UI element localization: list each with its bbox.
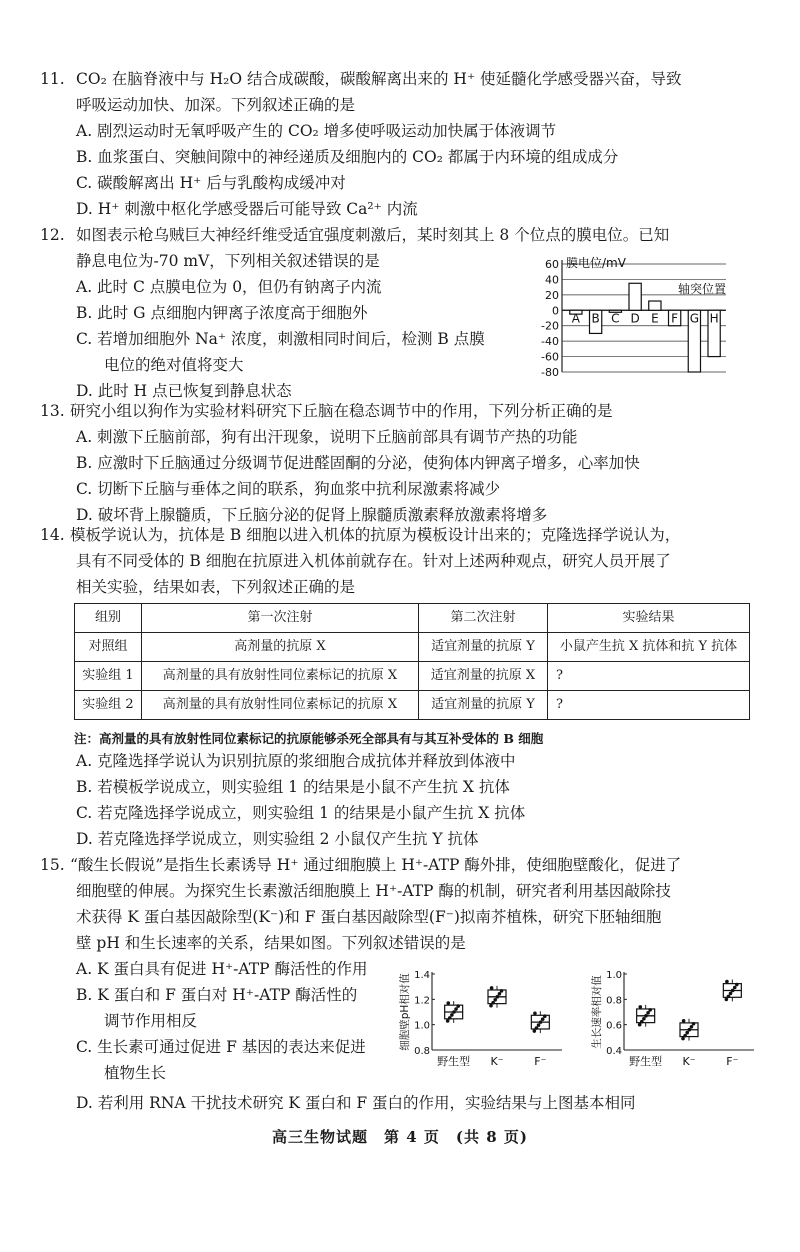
- q11-number: 11.: [40, 70, 65, 88]
- q14-option-b: B. 若模板学说成立，则实验组 1 的结果是小鼠不产生抗 X 抗体: [76, 778, 510, 796]
- data-point: [533, 1029, 537, 1033]
- data-point: [446, 1001, 450, 1005]
- table-cell: ?: [548, 662, 750, 691]
- table-cell: ?: [548, 691, 750, 720]
- membrane-potential-chart: [520, 254, 742, 384]
- table-header: 实验结果: [548, 604, 750, 633]
- data-point: [690, 1025, 694, 1029]
- category-label-C: C: [611, 311, 620, 326]
- q15-option-c-line2: 植物生长: [104, 1064, 167, 1082]
- q12-number: 12.: [40, 226, 65, 244]
- tick-label: 20: [545, 288, 559, 302]
- data-point: [541, 1017, 545, 1021]
- tick-label: -40: [541, 335, 559, 349]
- table-cell: 高剂量的抗原 X: [142, 633, 419, 662]
- category-label-A: A: [571, 311, 580, 326]
- q11-option-a: A. 剧烈运动时无氧呼吸产生的 CO₂ 增多使呼吸运动加快属于体液调节: [76, 122, 557, 140]
- data-point: [448, 1016, 452, 1020]
- category-label-B: B: [591, 311, 600, 326]
- data-point: [683, 1034, 687, 1038]
- y-axis-title: 生长速率相对值: [591, 975, 603, 1049]
- q12-stem-line1: 12. 如图表示枪乌贼巨大神经纤维受适宜强度刺激后，某时刻其上 8 个位点的膜电位。已知: [40, 222, 780, 248]
- data-point: [533, 1011, 537, 1015]
- table-cell: 高剂量的具有放射性同位素标记的抗原 X: [142, 691, 419, 720]
- table-cell: 对照组: [75, 633, 142, 662]
- q12-option-b: B. 此时 G 点细胞内钾离子浓度高于细胞外: [76, 304, 368, 322]
- bar-E: [649, 301, 661, 310]
- q14-option-c: C. 若克隆选择学说成立，则实验组 1 的结果是小鼠产生抗 X 抗体: [76, 804, 526, 822]
- q15-option-a: A. K 蛋白具有促进 H⁺-ATP 酶活性的作用: [76, 960, 368, 978]
- data-point: [543, 1014, 547, 1018]
- q12-option-d: D. 此时 H 点已恢复到静息状态: [76, 382, 292, 400]
- category-label-F: F: [671, 311, 679, 326]
- data-point: [725, 980, 729, 984]
- data-point: [646, 1011, 650, 1015]
- q13-option-d: D. 破坏背上腺髓质，下丘脑分泌的促肾上腺髓质激素释放激素将增多: [76, 506, 548, 524]
- data-point: [729, 992, 733, 996]
- q13-option-a: A. 刺激下丘脑前部，狗有出汗现象，说明下丘脑前部具有调节产热的功能: [76, 428, 578, 446]
- y-axis-title: 膜电位/mV: [566, 256, 626, 270]
- category-label: 野生型: [629, 1055, 663, 1068]
- data-point: [456, 1004, 460, 1008]
- data-point: [450, 1013, 454, 1017]
- data-point: [489, 1004, 493, 1008]
- cell-wall-ph-chart: [398, 966, 568, 1078]
- data-point: [688, 1028, 692, 1032]
- q15-stem-line1: 15. “酸生长假说”是指生长素诱导 H⁺ 通过细胞膜上 H⁺-ATP 酶外排，使细胞壁酸化，促进了: [40, 852, 780, 878]
- category-label: K⁻: [682, 1055, 696, 1068]
- question-11: [40, 66, 780, 222]
- x-axis-title: 轴突位置: [677, 281, 726, 296]
- table-header: 第二次注射: [419, 604, 548, 633]
- data-point: [537, 1023, 541, 1027]
- tick-label: 0.8: [606, 995, 622, 1007]
- data-point: [446, 1019, 450, 1023]
- q11-option-c: C. 碳酸解离出 H⁺ 后与乳酸构成缓冲对: [76, 174, 346, 192]
- page-footer: 高三生物试题 第 4 页 (共 8 页): [272, 1128, 528, 1146]
- q14-stem-line3: 相关实验，结果如表，下列叙述正确的是: [76, 578, 356, 596]
- data-point: [682, 1019, 686, 1023]
- table-header-row: [75, 604, 750, 633]
- data-point: [648, 1008, 652, 1012]
- q15-stem-line4: 壁 pH 和生长速率的关系，结果如图。下列叙述错误的是: [76, 934, 466, 952]
- q13-stem: 13. 研究小组以狗作为实验材料研究下丘脑在稳态调节中的作用，下列分析正确的是: [40, 398, 780, 424]
- tick-label: 1.0: [606, 970, 622, 981]
- data-point: [733, 986, 737, 990]
- table-header: 组别: [75, 604, 142, 633]
- q11-option-d: D. H⁺ 刺激中枢化学感受器后可能导致 Ca²⁺ 内流: [76, 200, 418, 218]
- tick-label: 1.0: [414, 1020, 430, 1032]
- tick-label: 1.2: [414, 995, 430, 1007]
- data-point: [735, 983, 739, 987]
- table-header: 第一次注射: [142, 604, 419, 633]
- table-cell: 高剂量的具有放射性同位素标记的抗原 X: [142, 662, 419, 691]
- category-label-D: D: [630, 311, 640, 326]
- data-point: [539, 1020, 543, 1024]
- question-14: [40, 522, 780, 600]
- data-point: [727, 995, 731, 999]
- q15-option-b-line1: B. K 蛋白和 F 蛋白对 H⁺-ATP 酶活性的: [76, 986, 358, 1004]
- q14-number: 14.: [40, 526, 65, 544]
- q14-option-a: A. 克隆选择学说认为识别抗原的浆细胞合成抗体并释放到体液中: [76, 752, 516, 770]
- data-point: [681, 1037, 685, 1041]
- tick-label: -80: [541, 366, 559, 379]
- growth-rate-chart: [590, 966, 760, 1078]
- data-point: [491, 1001, 495, 1005]
- data-point: [642, 1017, 646, 1021]
- q15-number: 15.: [40, 856, 65, 874]
- tick-label: 1.4: [414, 970, 430, 981]
- table-cell: 适宜剂量的抗原 X: [419, 662, 548, 691]
- y-axis-title: 细胞壁pH相对值: [399, 973, 411, 1051]
- q13-number: 13.: [40, 402, 65, 420]
- q15-stem-line3: 术获得 K 蛋白基因敲除型(K⁻)和 F 蛋白基因敲除型(F⁻)拟南芥植株，研究下胚轴细胞: [76, 908, 662, 926]
- q13-option-c: C. 切断下丘脑与垂体之间的联系，狗血浆中抗利尿激素将减少: [76, 480, 501, 498]
- table-note: 注：高剂量的具有放射性同位素标记的抗原能够杀死全部具有与其互补受体的 B 细胞: [74, 731, 544, 746]
- tick-label: 0.6: [606, 1020, 622, 1032]
- data-point: [725, 998, 729, 1002]
- tick-label: -20: [541, 319, 559, 333]
- tick-label: -60: [541, 350, 559, 364]
- tick-label: 0: [552, 304, 559, 318]
- category-label: F⁻: [726, 1055, 739, 1068]
- data-point: [644, 1014, 648, 1018]
- category-label-H: H: [709, 311, 719, 326]
- data-point: [498, 992, 502, 996]
- q12-option-a: A. 此时 C 点膜电位为 0，但仍有钠离子内流: [76, 278, 382, 296]
- data-point: [692, 1022, 696, 1026]
- q15-stem-line2: 细胞壁的伸展。为探究生长素激活细胞膜上 H⁺-ATP 酶的机制，研究者利用基因敲除技: [76, 882, 671, 900]
- q12-option-c-line2: 电位的绝对值将变大: [104, 356, 244, 374]
- data-point: [535, 1026, 539, 1030]
- category-label-E: E: [651, 311, 659, 326]
- tick-label: 0.8: [414, 1046, 430, 1057]
- data-point: [496, 995, 500, 999]
- data-point: [493, 998, 497, 1002]
- experiment-table: [74, 603, 750, 720]
- bar-D: [629, 283, 641, 310]
- q12-stem-line2: 静息电位为-70 mV，下列相关叙述错误的是: [76, 252, 380, 270]
- question-14-options: [40, 748, 780, 852]
- data-point: [452, 1010, 456, 1014]
- q11-option-b: B. 血浆蛋白、突触间隙中的神经递质及细胞内的 CO₂ 都属于内环境的组成成分: [76, 148, 619, 166]
- data-point: [731, 989, 735, 993]
- data-point: [490, 986, 494, 990]
- table-row: [75, 691, 750, 720]
- q14-stem-line2: 具有不同受体的 B 细胞在抗原进入机体前就存在。针对上述两种观点，研究人员开展了: [76, 552, 671, 570]
- table-cell: 适宜剂量的抗原 Y: [419, 691, 548, 720]
- table-cell: 适宜剂量的抗原 Y: [419, 633, 548, 662]
- tick-label: 40: [545, 273, 559, 287]
- tick-label: 60: [545, 258, 559, 271]
- data-point: [640, 1020, 644, 1024]
- question-13: [40, 398, 780, 528]
- q15-option-d: D. 若利用 RNA 干扰技术研究 K 蛋白和 F 蛋白的作用，实验结果与上图基本相同: [76, 1094, 636, 1112]
- q15-option-c-line1: C. 生长素可通过促进 F 基因的表达来促进: [76, 1038, 366, 1056]
- q13-option-b: B. 应激时下丘脑通过分级调节促进醛固酮的分泌，使狗体内钾离子增多，心率加快: [76, 454, 640, 472]
- table-cell: 实验组 2: [75, 691, 142, 720]
- q14-stem-line1: 14. 模板学说认为，抗体是 B 细胞以进入机体的抗原为模板设计出来的；克隆选择学说认为，: [40, 522, 780, 548]
- data-point: [500, 989, 504, 993]
- q12-option-c-line1: C. 若增加细胞外 Na⁺ 浓度，刺激相同时间后，检测 B 点膜: [76, 330, 485, 348]
- table-cell: 小鼠产生抗 X 抗体和抗 Y 抗体: [548, 633, 750, 662]
- data-point: [454, 1007, 458, 1011]
- table-row: [75, 633, 750, 662]
- table-row: [75, 662, 750, 691]
- data-point: [685, 1031, 689, 1035]
- data-point: [638, 1023, 642, 1027]
- category-label: F⁻: [534, 1055, 547, 1068]
- tick-label: 0.4: [606, 1046, 622, 1057]
- q15-option-b-line2: 调节作用相反: [104, 1012, 198, 1030]
- table-cell: 实验组 1: [75, 662, 142, 691]
- category-label: K⁻: [490, 1055, 504, 1068]
- q14-option-d: D. 若克隆选择学说成立，则实验组 2 小鼠仅产生抗 Y 抗体: [76, 830, 479, 848]
- q11-stem-line1: 11. CO₂ 在脑脊液中与 H₂O 结合成碳酸，碳酸解离出来的 H⁺ 使延髓化学感受器兴奋，导致: [40, 66, 780, 92]
- data-point: [638, 1005, 642, 1009]
- category-label-G: G: [689, 311, 700, 326]
- category-label: 野生型: [437, 1055, 471, 1068]
- q11-stem-line2: 呼吸运动加快、加深。下列叙述正确的是: [76, 96, 356, 114]
